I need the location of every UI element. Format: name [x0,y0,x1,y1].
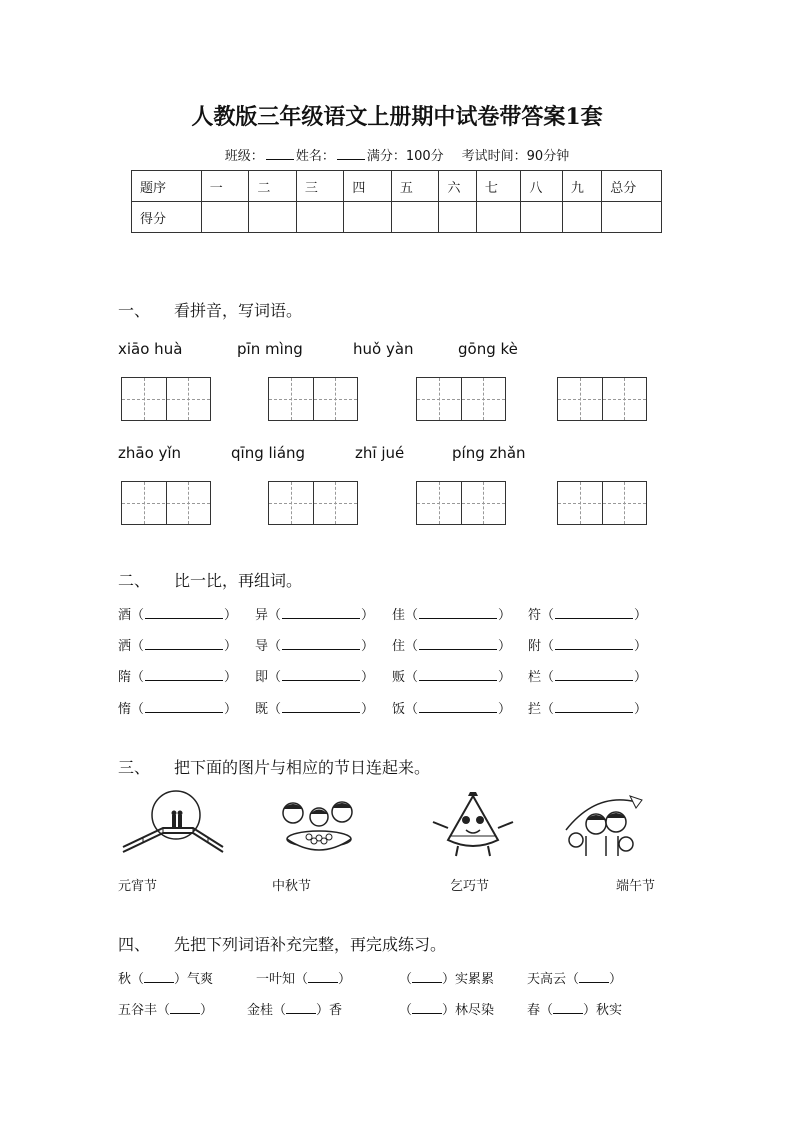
score-cell[interactable] [296,202,344,233]
answer-blank[interactable] [145,607,223,619]
writing-grid[interactable] [121,481,211,525]
close-paren: ） [224,670,238,685]
idiom-blank[interactable] [579,971,609,983]
open-paren: （ [405,639,419,654]
writing-grid[interactable] [557,377,647,421]
header-cell: 题序 [132,171,202,202]
compare-char: 佳 [392,608,406,623]
compare-char: 住 [392,639,406,654]
answer-blank[interactable] [419,607,497,619]
answer-blank[interactable] [555,607,633,619]
exam-time: 考试时间：90分钟 [461,149,570,164]
writing-grid[interactable] [268,481,358,525]
festival-label[interactable]: 乞巧节 [450,879,490,894]
section-2-heading [118,568,302,591]
compare-item [392,666,511,685]
close-paren: ） [498,670,512,685]
section-number: 三、 [118,758,151,777]
idiom-blank[interactable] [286,1002,316,1014]
compare-char: 符 [528,608,542,623]
score-cell[interactable] [439,202,476,233]
open-paren: （ [405,608,419,623]
writing-grid[interactable] [268,377,358,421]
score-cell[interactable] [249,202,297,233]
open-paren: （ [541,702,555,717]
open-paren: （ [131,639,145,654]
close-paren: ） [361,639,375,654]
header-cell: 八 [521,171,562,202]
score-table-row [132,202,662,233]
idiom-item: 金桂（ ）香 [247,1003,343,1018]
idiom-item: （ ）实累累 [399,972,495,987]
open-paren: （ [268,702,282,717]
idiom-blank[interactable] [308,971,338,983]
compare-char: 酒 [118,608,132,623]
section-number: 二、 [118,571,151,590]
pinyin: xiāo huà [118,340,183,358]
answer-blank[interactable] [555,638,633,650]
header-cell: 四 [344,171,392,202]
close-paren: ） [361,608,375,623]
compare-item [255,635,374,654]
name-label: 姓名： [295,149,335,164]
compare-item [255,666,374,685]
close-paren: ） [498,608,512,623]
open-paren: （ [541,608,555,623]
pinyin: zhī jué [355,444,405,462]
idiom-item: 天高云（ ） [527,972,623,987]
zongzi-picture[interactable] [428,790,518,860]
page-title: 人教版三年级语文上册期中试卷带答案1套 [191,104,603,130]
open-paren: （ [131,670,145,685]
score-table-header [132,171,662,202]
compare-char: 隋 [118,670,132,685]
score-cell[interactable] [344,202,392,233]
idiom-item: 春（ ）秋实 [527,1003,623,1018]
idiom-blank[interactable] [412,971,442,983]
header-cell: 总分 [602,171,662,202]
pinyin: gōng kè [458,340,518,358]
open-paren: （ [268,608,282,623]
answer-blank[interactable] [419,638,497,650]
open-paren: （ [268,670,282,685]
compare-char: 附 [528,639,542,654]
compare-char: 既 [255,702,269,717]
close-paren: ） [361,702,375,717]
close-paren: ） [361,670,375,685]
writing-grid[interactable] [121,377,211,421]
header-cell: 七 [476,171,521,202]
section-4-heading [118,932,446,955]
pinyin: qīng liáng [231,444,306,462]
class-label: 班级： [224,149,264,164]
idiom-blank[interactable] [144,971,174,983]
answer-blank[interactable] [145,638,223,650]
pinyin: huǒ yàn [353,340,414,358]
class-blank[interactable] [266,147,294,160]
section-title: 比一比，再组词。 [174,571,303,590]
close-paren: ） [634,608,648,623]
compare-item [118,604,237,623]
compare-char: 饭 [392,702,406,717]
compare-item [118,666,237,685]
answer-blank[interactable] [419,669,497,681]
close-paren: ） [224,639,238,654]
answer-blank[interactable] [282,607,360,619]
compare-char: 栏 [528,670,542,685]
score-table [131,170,662,233]
open-paren: （ [268,639,282,654]
idiom-item: （ ）林尽染 [399,1003,495,1018]
compare-char: 洒 [118,639,132,654]
section-number: 四、 [118,935,151,954]
row-label: 得分 [132,202,202,233]
header-cell: 六 [439,171,476,202]
writing-grid[interactable] [416,481,506,525]
compare-char: 异 [255,608,269,623]
open-paren: （ [131,702,145,717]
answer-blank[interactable] [555,701,633,713]
answer-blank[interactable] [145,669,223,681]
answer-blank[interactable] [282,701,360,713]
writing-grid[interactable] [557,481,647,525]
idiom-item: 秋（ ）气爽 [118,972,214,987]
answer-blank[interactable] [555,669,633,681]
idiom-blank[interactable] [553,1002,583,1014]
section-title: 把下面的图片与相应的节日连起来。 [174,758,431,777]
idiom-blank[interactable] [412,1002,442,1014]
writing-grid[interactable] [416,377,506,421]
open-paren: （ [541,670,555,685]
idiom-item: 五谷丰（ ） [118,1003,214,1018]
header-cell: 二 [249,171,297,202]
exam-info [0,145,794,164]
pinyin: píng zhǎn [452,444,526,462]
pinyin: pīn mìng [237,340,303,358]
compare-item [528,604,647,623]
close-paren: ） [634,639,648,654]
kids-bowl-picture[interactable] [275,795,360,859]
compare-item [255,698,374,717]
answer-blank[interactable] [145,701,223,713]
open-paren: （ [131,608,145,623]
section-title: 看拼音，写词语。 [174,301,303,320]
full-score: 满分：100分 [366,149,444,164]
close-paren: ） [498,639,512,654]
compare-char: 导 [255,639,269,654]
compare-item [255,604,374,623]
compare-char: 即 [255,670,269,685]
section-number: 一、 [118,301,151,320]
score-cell[interactable] [602,202,662,233]
close-paren: ） [498,702,512,717]
score-cell[interactable] [391,202,439,233]
festival-label[interactable]: 端午节 [616,879,656,894]
section-1-heading [118,298,302,321]
score-cell[interactable] [476,202,521,233]
header-cell: 九 [562,171,601,202]
festival-label[interactable]: 中秋节 [272,879,312,894]
close-paren: ） [224,702,238,717]
open-paren: （ [405,702,419,717]
compare-char: 惰 [118,702,132,717]
score-cell[interactable] [521,202,562,233]
compare-item [392,698,511,717]
compare-item [528,666,647,685]
close-paren: ） [634,670,648,685]
score-cell[interactable] [201,202,249,233]
compare-char: 贩 [392,670,406,685]
moon-bridge-picture[interactable] [118,785,228,857]
compare-item [392,635,511,654]
answer-blank[interactable] [419,701,497,713]
section-3-heading [118,755,430,778]
compare-item [118,635,237,654]
header-cell: 五 [391,171,439,202]
compare-char: 拦 [528,702,542,717]
answer-blank[interactable] [282,669,360,681]
compare-item [528,635,647,654]
idiom-blank[interactable] [170,1002,200,1014]
compare-item [528,698,647,717]
score-cell[interactable] [562,202,601,233]
compare-item [118,698,237,717]
idiom-item: 一叶知（ ） [256,972,352,987]
festival-label[interactable]: 元宵节 [118,879,158,894]
family-picture[interactable] [556,790,651,860]
answer-blank[interactable] [282,638,360,650]
close-paren: ） [634,702,648,717]
header-cell: 三 [296,171,344,202]
section-title: 先把下列词语补充完整，再完成练习。 [174,935,447,954]
name-blank[interactable] [337,147,365,160]
pinyin: zhāo yǐn [118,444,182,462]
compare-item [392,604,511,623]
header-cell: 一 [201,171,249,202]
open-paren: （ [405,670,419,685]
close-paren: ） [224,608,238,623]
open-paren: （ [541,639,555,654]
